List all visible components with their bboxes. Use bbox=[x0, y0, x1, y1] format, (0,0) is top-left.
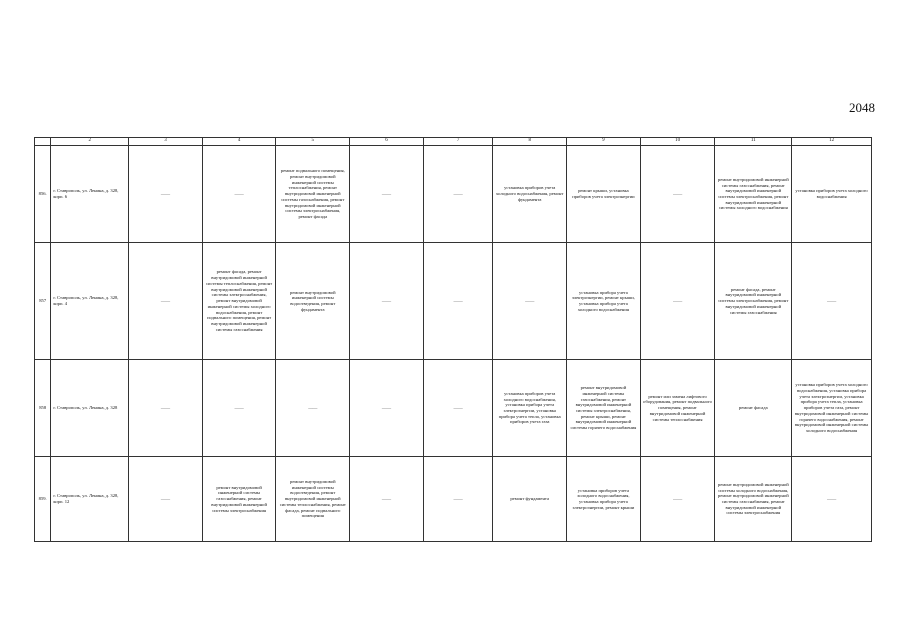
table-cell: —— bbox=[792, 457, 872, 542]
table-cell: —— bbox=[276, 360, 350, 457]
address-cell: г. Ставрополь, ул. Ленина, д. 328 bbox=[51, 360, 129, 457]
table-cell: ремонт фасада, ремонт внутридомовой инженерной системы электроснабжения, ремонт внутридомовой инженерной системы газоснабжения bbox=[715, 243, 792, 360]
table-cell: —— bbox=[423, 457, 493, 542]
table-cell: ремонт внутридомовой инженерной системы газоснабжения, ремонт внутридомовой инженерной системы электроснабжения bbox=[202, 457, 276, 542]
column-header: 11 bbox=[715, 138, 792, 146]
table-cell: —— bbox=[350, 243, 424, 360]
table-cell: ремонт внутридомовой инженерной системы водоотведения, ремонт внутридомовой инженерной системы теплоснабжения, ремонт фасада, ремонт подвального помещения bbox=[276, 457, 350, 542]
table-cell: ремонт внутридомовой инженерной системы газоснабжения, ремонт внутридомовой инженерной системы электроснабжения, ремонт внутридомовой инженерной системы холодного водоснабжения bbox=[715, 146, 792, 243]
table-cell: установка приборов учета холодного водоснабжения, установка прибора учета электроэнергии, установка прибора учета тепла, установка приборов учета газа, ремонт внутридомовой инженерной системы горячего водоснабжения, ремонт внутридомовой инженерной системы холодного водоснабжения bbox=[792, 360, 872, 457]
address-cell: г. Ставрополь, ул. Ленина, д. 328, корп. 12 bbox=[51, 457, 129, 542]
column-header: 6 bbox=[350, 138, 424, 146]
column-header: 10 bbox=[640, 138, 715, 146]
table-cell: ремонт подвального помещения, ремонт внутридомовой инженерной системы теплоснабжения, ремонт внутридомовой инженерной системы газоснабжения, ремонт внутридомовой инженерной системы электроснабжения, ремонт фасада bbox=[276, 146, 350, 243]
table-cell: установка приборов учета холодного водоснабжения, ремонт фундамента bbox=[493, 146, 567, 243]
table-cell: ремонт внутридомовой инженерной системы холодного водоснабжения, ремонт внутридомовой инженерной системы газоснабжения, ремонт внутридомовой инженерной системы электроснабжения bbox=[715, 457, 792, 542]
page-number: 2048 bbox=[849, 100, 875, 115]
column-header: 8 bbox=[493, 138, 567, 146]
column-header bbox=[35, 138, 51, 146]
table-cell: —— bbox=[129, 243, 203, 360]
table-row bbox=[35, 457, 872, 542]
table-cell: —— bbox=[640, 243, 715, 360]
table-cell: —— bbox=[350, 360, 424, 457]
table-cell: ремонт фасада bbox=[715, 360, 792, 457]
table-row bbox=[35, 360, 872, 457]
table-cell: установка прибора учета электроэнергии, ремонт крыши, установка прибора учета холодного водоснабжения bbox=[567, 243, 641, 360]
table-cell: ремонт фасада, ремонт внутридомовой инженерной системы теплоснабжения, ремонт внутридомовой инженерной системы электроснабжения, ремонт внутридомовой инженерной системы холодного водоснабжения, ремонт подвального помещения, ремонт внутридомовой инженерной системы газоснабжения bbox=[202, 243, 276, 360]
table-cell: установка приборов учета холодного водоснабжения, установка прибора учета электроэнергии, установка прибора учета тепла, установка приборов учета газа bbox=[493, 360, 567, 457]
row-number: 859. bbox=[35, 457, 51, 542]
column-header: 7 bbox=[423, 138, 493, 146]
table-cell: —— bbox=[792, 243, 872, 360]
table-cell: —— bbox=[350, 457, 424, 542]
table-cell: ремонт или замена лифтового оборудования, ремонт подвального помещения, ремонт внутридомовой инженерной системы теплоснабжения bbox=[640, 360, 715, 457]
table-cell: —— bbox=[640, 146, 715, 243]
table-cell: —— bbox=[423, 243, 493, 360]
repair-schedule-table bbox=[34, 137, 872, 542]
table-cell: —— bbox=[202, 146, 276, 243]
table-cell: —— bbox=[350, 146, 424, 243]
table-cell: —— bbox=[129, 360, 203, 457]
table-cell: ремонт внутридомовой инженерной системы газоснабжения, ремонт внутридомовой инженерной системы электроснабжения, ремонт крыши, ремонт внутридомовой инженерной системы горячего водоснабжения bbox=[567, 360, 641, 457]
address-cell: г. Ставрополь, ул. Ленина, д. 328, корп. 6 bbox=[51, 146, 129, 243]
table-cell: —— bbox=[493, 243, 567, 360]
header-row bbox=[35, 138, 872, 146]
table-row bbox=[35, 146, 872, 243]
row-number: 857 bbox=[35, 243, 51, 360]
column-header: 5 bbox=[276, 138, 350, 146]
table-cell: установка приборов учета холодного водоснабжения, установка прибора учета электроэнергии, ремонт крыши bbox=[567, 457, 641, 542]
table-cell: ремонт внутридомовой инженерной системы водоотведения, ремонт фундамента bbox=[276, 243, 350, 360]
column-header: 2 bbox=[51, 138, 129, 146]
column-header: 9 bbox=[567, 138, 641, 146]
row-number: 856. bbox=[35, 146, 51, 243]
table-cell: ремонт фундамента bbox=[493, 457, 567, 542]
table-cell: —— bbox=[129, 457, 203, 542]
table-cell: ремонт крыши, установка приборов учета электроэнергии bbox=[567, 146, 641, 243]
table-row bbox=[35, 243, 872, 360]
table-cell: —— bbox=[423, 146, 493, 243]
table-cell: —— bbox=[423, 360, 493, 457]
column-header: 12 bbox=[792, 138, 872, 146]
address-cell: г. Ставрополь, ул. Ленина, д. 328, корп. 4 bbox=[51, 243, 129, 360]
table-cell: —— bbox=[202, 360, 276, 457]
table-cell: —— bbox=[129, 146, 203, 243]
column-header: 3 bbox=[129, 138, 203, 146]
table-cell: —— bbox=[640, 457, 715, 542]
row-number: 858 bbox=[35, 360, 51, 457]
column-header: 4 bbox=[202, 138, 276, 146]
table-cell: установка приборов учета холодного водоснабжения bbox=[792, 146, 872, 243]
